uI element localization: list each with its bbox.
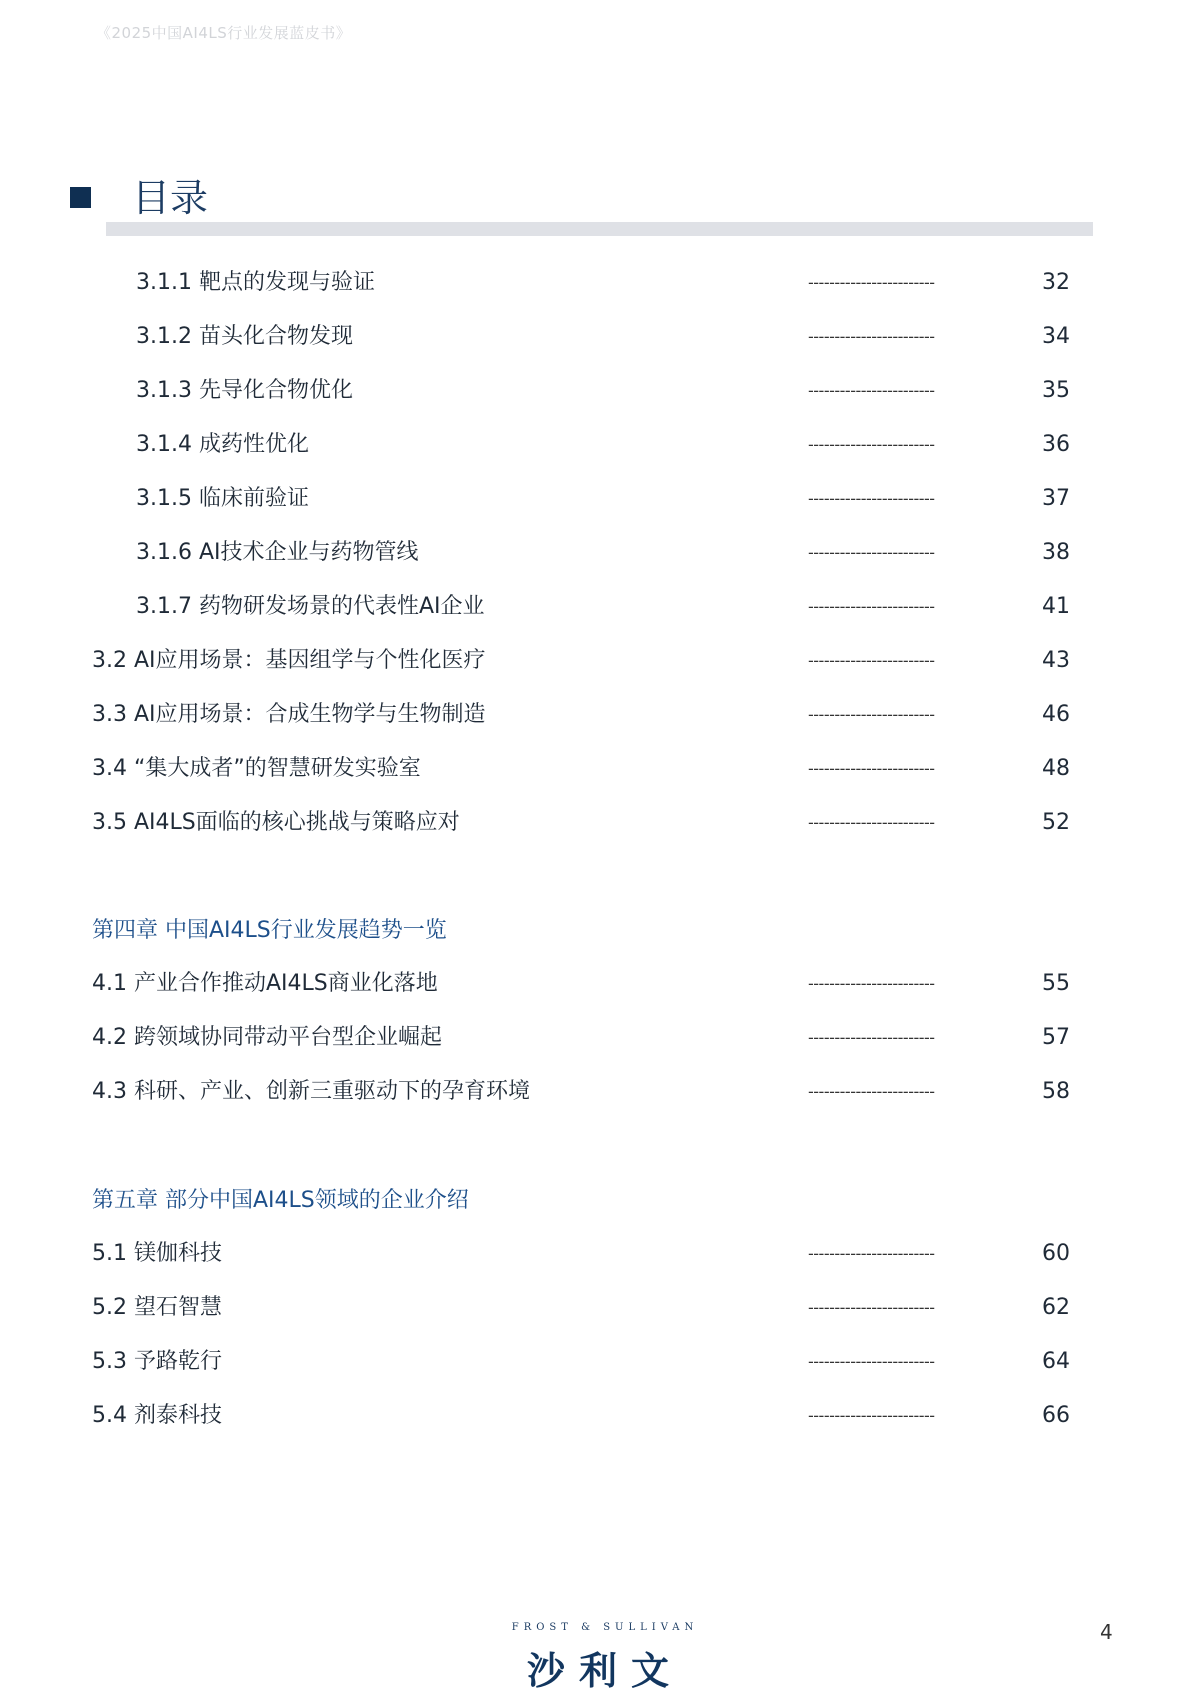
toc-entry-label: 4.2 跨领域协同带动平台型企业崛起 <box>92 1025 442 1050</box>
toc-entry-page: 41 <box>1042 594 1070 619</box>
toc-leader-dots: ------------------------ <box>808 1082 935 1101</box>
toc-leader-dots: ------------------------ <box>808 1244 935 1263</box>
toc-entry-label: 3.4 “集大成者”的智慧研发实验室 <box>92 756 421 781</box>
toc-entry[interactable] <box>0 643 1200 679</box>
toc-leader-dots: ------------------------ <box>808 1352 935 1371</box>
toc-leader-dots: ------------------------ <box>808 597 935 616</box>
toc-entry-page: 62 <box>1042 1295 1070 1320</box>
toc-entry-label: 3.1.2 苗头化合物发现 <box>136 324 353 349</box>
toc-entry[interactable] <box>0 1344 1200 1380</box>
toc-leader-dots: ------------------------ <box>808 705 935 724</box>
toc-entry-label: 3.1.5 临床前验证 <box>136 486 309 511</box>
toc-leader-dots: ------------------------ <box>808 813 935 832</box>
toc-entry-page: 32 <box>1042 270 1070 295</box>
toc-entry[interactable] <box>0 1398 1200 1434</box>
chapter-5-title[interactable]: 第五章 部分中国AI4LS领域的企业介绍 <box>92 1188 469 1213</box>
toc-entry-label: 5.2 望石智慧 <box>92 1295 222 1320</box>
toc-entry-label: 5.1 镁伽科技 <box>92 1241 222 1266</box>
toc-entry-label: 4.3 科研、产业、创新三重驱动下的孕育环境 <box>92 1079 530 1104</box>
toc-entry[interactable] <box>0 697 1200 733</box>
toc-entry-page: 60 <box>1042 1241 1070 1266</box>
toc-leader-dots: ------------------------ <box>808 543 935 562</box>
toc-entry-label: 5.3 予路乾行 <box>92 1349 222 1374</box>
page-number: 4 <box>1100 1620 1113 1644</box>
toc-entry[interactable] <box>0 1236 1200 1272</box>
toc-entry[interactable] <box>0 751 1200 787</box>
toc-entry-label: 3.2 AI应用场景：基因组学与个性化医疗 <box>92 648 486 673</box>
toc-entry-page: 48 <box>1042 756 1070 781</box>
toc-entry[interactable] <box>0 427 1200 463</box>
toc-leader-dots: ------------------------ <box>808 327 935 346</box>
toc-entry-page: 43 <box>1042 648 1070 673</box>
toc-entry[interactable] <box>0 535 1200 571</box>
toc-entry-page: 38 <box>1042 540 1070 565</box>
toc-entry-page: 36 <box>1042 432 1070 457</box>
toc-entry-label: 3.1.7 药物研发场景的代表性AI企业 <box>136 594 485 619</box>
toc-entry[interactable] <box>0 319 1200 355</box>
toc-entry[interactable] <box>0 481 1200 517</box>
toc-entry-label: 3.1.3 先导化合物优化 <box>136 378 353 403</box>
toc-entry[interactable] <box>0 966 1200 1002</box>
toc-leader-dots: ------------------------ <box>808 759 935 778</box>
toc-entry-label: 3.3 AI应用场景：合成生物学与生物制造 <box>92 702 486 727</box>
toc-leader-dots: ------------------------ <box>808 489 935 508</box>
toc-entry-page: 64 <box>1042 1349 1070 1374</box>
toc-entry-page: 52 <box>1042 810 1070 835</box>
toc-entry-label: 4.1 产业合作推动AI4LS商业化落地 <box>92 971 438 996</box>
toc-entry[interactable] <box>0 805 1200 841</box>
toc-entry[interactable] <box>0 589 1200 625</box>
toc-entry-page: 34 <box>1042 324 1070 349</box>
toc-leader-dots: ------------------------ <box>808 435 935 454</box>
toc-entry-label: 3.5 AI4LS面临的核心挑战与策略应对 <box>92 810 460 835</box>
toc-entry[interactable] <box>0 1020 1200 1056</box>
toc-entry[interactable] <box>0 1290 1200 1326</box>
toc-divider <box>106 222 1093 236</box>
toc-leader-dots: ------------------------ <box>808 1298 935 1317</box>
toc-entry-page: 58 <box>1042 1079 1070 1104</box>
toc-entry-page: 57 <box>1042 1025 1070 1050</box>
toc-entry-page: 55 <box>1042 971 1070 996</box>
toc-entry-page: 35 <box>1042 378 1070 403</box>
logo-chinese-text: 沙利文 <box>526 1649 683 1693</box>
toc-entry[interactable] <box>0 373 1200 409</box>
toc-entry-label: 3.1.4 成药性优化 <box>136 432 309 457</box>
toc-leader-dots: ------------------------ <box>808 1028 935 1047</box>
toc-leader-dots: ------------------------ <box>808 651 935 670</box>
logo-english-text: FROST & SULLIVAN <box>511 1622 699 1633</box>
toc-title: 目录 <box>132 176 209 220</box>
toc-entry-label: 3.1.1 靶点的发现与验证 <box>136 270 375 295</box>
toc-leader-dots: ------------------------ <box>808 381 935 400</box>
chapter-4-title[interactable]: 第四章 中国AI4LS行业发展趋势一览 <box>92 918 447 943</box>
toc-entry-page: 46 <box>1042 702 1070 727</box>
square-bullet-icon <box>70 187 91 208</box>
document-header-title: 《2025中国AI4LS行业发展蓝皮书》 <box>96 24 352 42</box>
toc-entry-label: 5.4 剂泰科技 <box>92 1403 222 1428</box>
toc-entry[interactable] <box>0 1074 1200 1110</box>
toc-leader-dots: ------------------------ <box>808 1406 935 1425</box>
frost-sullivan-logo <box>505 1622 705 1693</box>
toc-entry-label: 3.1.6 AI技术企业与药物管线 <box>136 540 419 565</box>
toc-entry[interactable] <box>0 265 1200 301</box>
toc-entry-page: 37 <box>1042 486 1070 511</box>
toc-leader-dots: ------------------------ <box>808 273 935 292</box>
toc-entry-page: 66 <box>1042 1403 1070 1428</box>
toc-leader-dots: ------------------------ <box>808 974 935 993</box>
